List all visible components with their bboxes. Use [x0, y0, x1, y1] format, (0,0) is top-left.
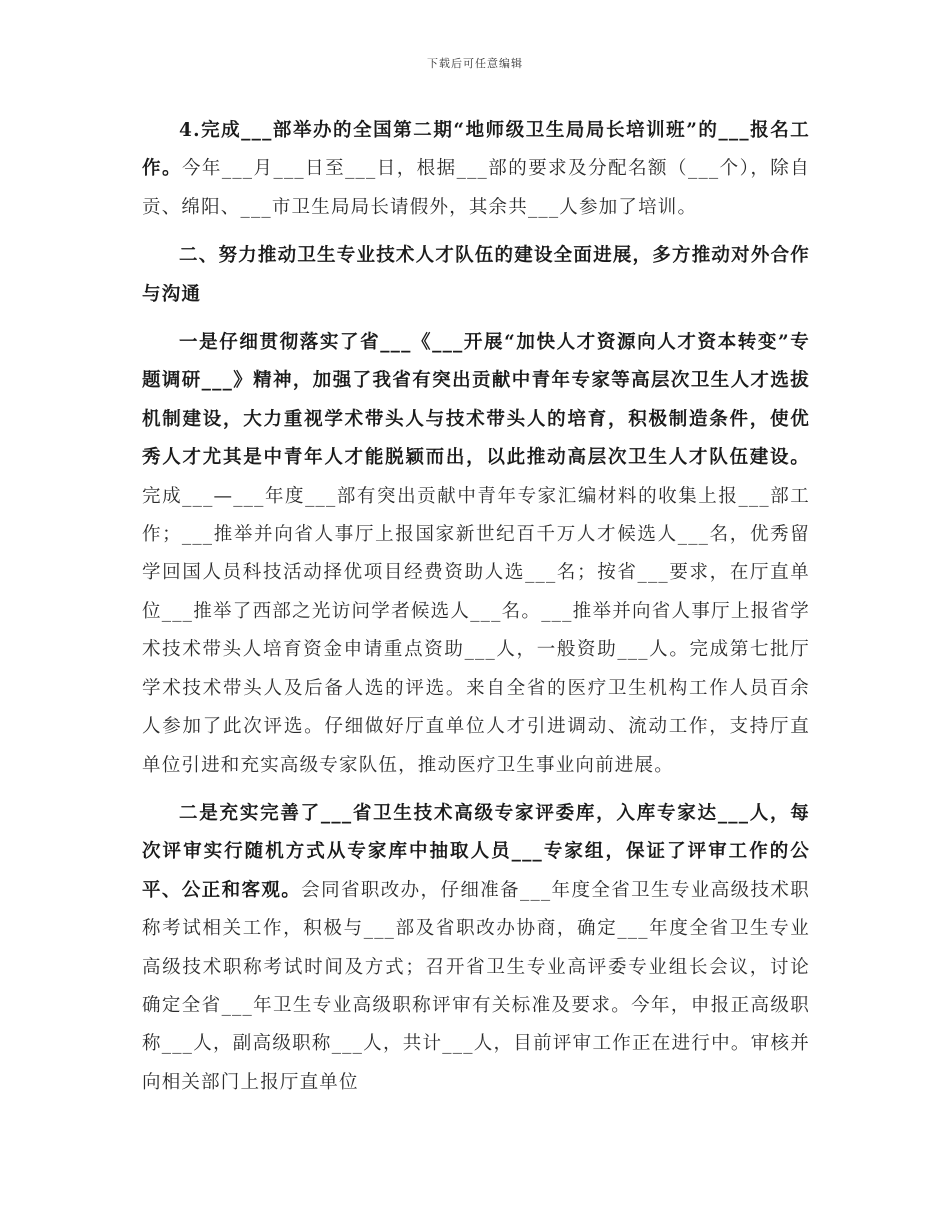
paragraph-second-point [142, 795, 810, 1102]
section-heading-2 [142, 237, 810, 314]
paragraph-body-text: 今年___月___日至___日，根据___部的要求及分配名额（___个），除自贡、绵阳、___市卫生局局长请假外，其余共___人参加了培训。 [142, 158, 810, 218]
page-header: 下载后可任意编辑 [427, 57, 523, 70]
paragraph-body-text: 完成___—___年度___部有突出贡献中青年专家汇编材料的收集上报___部工作；___推举并向省人事厅上报国家新世纪百千万人才候选人___名，优秀留学回国人员科技活动择优项目经费资助人选___名；按省___要求，在厅直单位___推举了西部之光访问学者候选人___名。___推举并向省人事厅上报省学术技术带头人培育资金申请重点资助___人，一般资助___人。完成第七批厅学术技术带头人及后备人选的评选。来自全省的医疗卫生机构工作人员百余人参加了此次评选。仔细做好厅直单位人才引进调动、流动工作，支持厅直单位引进和充实高级专家队伍，推动医疗卫生事业向前进展。 [142, 485, 810, 776]
paragraph-bold-text: 4.完成___部举办的全国第二期“地师级卫生局局长培训班”的___报名工作。 [142, 120, 810, 180]
paragraph-bold-text: 一是仔细贯彻落实了省___《___开展“加快人才资源向人才资本转变”专题调研___》精神，加强了我省有突出贡献中青年专家等高层次卫生人才选拔机制建设，大力重视学术带头人与技术带头人的培育，积极制造条件，使优秀人才尤其是中青年人才能脱颖而出，以此推动高层次卫生人才队伍建设。 [142, 332, 810, 469]
paragraph-item-4 [142, 112, 810, 227]
section-heading-text: 二、努力推动卫生专业技术人才队伍的建设全面进展，多方推动对外合作与沟通 [142, 245, 810, 305]
paragraph-body-text: 会同省职改办，仔细准备___年度全省卫生专业高级技术职称考试相关工作，积极与___部及省职改办协商，确定___年度全省卫生专业高级技术职称考试时间及方式；召开省卫生专业高评委专业组长会议，讨论确定全省___年卫生专业高级职称评审有关标准及要求。今年，申报正高级职称___人，副高级职称___人，共计___人，目前评审工作正在进行中。审核并向相关部门上报厅直单位 [142, 879, 810, 1093]
paragraph-first-point [142, 324, 810, 785]
paragraph-bold-text: 二是充实完善了___省卫生技术高级专家评委库，入库专家达___人，每次评审实行随机方式从专家库中抽取人员___专家组，保证了评审工作的公平、公正和客观。 [142, 802, 810, 901]
document-body [142, 112, 810, 1102]
